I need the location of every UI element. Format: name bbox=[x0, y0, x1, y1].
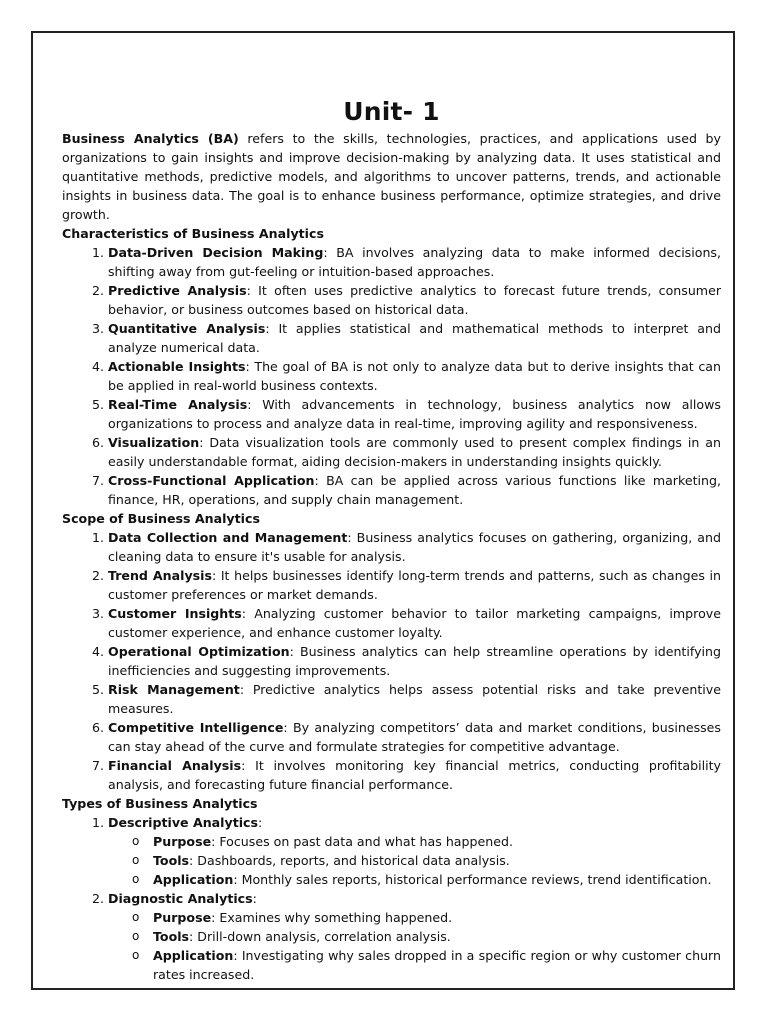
list-item bbox=[91, 433, 721, 471]
item-number: 4. bbox=[91, 359, 104, 374]
list-item bbox=[91, 357, 721, 395]
item-number: 5. bbox=[91, 397, 104, 412]
list-item bbox=[91, 813, 721, 889]
list-item bbox=[91, 471, 721, 509]
sub-item-text: : Focuses on past data and what has happened. bbox=[211, 834, 513, 849]
item-text: : It helps businesses identify long-term trends and patterns, such as changes in customer preferences or market demands. bbox=[108, 568, 721, 602]
sub-list bbox=[108, 908, 721, 984]
sub-list bbox=[108, 832, 721, 889]
item-term: Customer Insights bbox=[108, 606, 242, 621]
intro-paragraph bbox=[62, 129, 721, 224]
sub-list-item bbox=[132, 908, 721, 927]
list-item bbox=[91, 319, 721, 357]
bullet-icon: o bbox=[132, 853, 140, 867]
list-item bbox=[91, 718, 721, 756]
item-number: 3. bbox=[91, 321, 104, 336]
sub-item-term: Purpose bbox=[153, 910, 212, 925]
sub-item-text: : Monthly sales reports, historical performance reviews, trend identification. bbox=[233, 872, 712, 887]
list-item bbox=[91, 889, 721, 984]
document-content bbox=[62, 95, 721, 984]
bullet-icon: o bbox=[132, 929, 140, 943]
item-number: 6. bbox=[91, 720, 104, 735]
sub-list-item bbox=[132, 851, 721, 870]
item-text: : Business analytics can help streamline operations by identifying inefficiencies and suggesting improvements. bbox=[108, 644, 721, 678]
page-title: Unit- 1 bbox=[343, 97, 440, 126]
sub-list-item bbox=[132, 832, 721, 851]
scope-list bbox=[62, 528, 721, 794]
item-number: 5. bbox=[91, 682, 104, 697]
item-text: : Business analytics focuses on gathering, organizing, and cleaning data to ensure it's usable for analysis. bbox=[108, 530, 721, 564]
item-term: Trend Analysis bbox=[108, 568, 212, 583]
item-text: : Predictive analytics helps assess potential risks and take preventive measures. bbox=[108, 682, 721, 716]
types-list bbox=[62, 813, 721, 984]
item-term: Visualization bbox=[108, 435, 200, 450]
item-term: Data Collection and Management bbox=[108, 530, 348, 545]
item-number: 2. bbox=[91, 891, 104, 906]
item-number: 2. bbox=[91, 568, 104, 583]
sub-item-term: Tools bbox=[153, 929, 190, 944]
sub-list-item bbox=[132, 927, 721, 946]
item-term: Cross-Functional Application bbox=[108, 473, 315, 488]
list-item bbox=[91, 528, 721, 566]
item-number: 6. bbox=[91, 435, 104, 450]
bullet-icon: o bbox=[132, 910, 140, 924]
item-text: : It often uses predictive analytics to forecast future trends, consumer behavior, or business outcomes based on historical data. bbox=[108, 283, 722, 317]
list-item bbox=[91, 642, 721, 680]
item-term: Quantitative Analysis bbox=[108, 321, 266, 336]
list-item bbox=[91, 566, 721, 604]
sub-item-text: : Drill-down analysis, correlation analysis. bbox=[189, 929, 451, 944]
item-term: Actionable Insights bbox=[108, 359, 246, 374]
item-term: Diagnostic Analytics bbox=[108, 891, 253, 906]
list-item bbox=[91, 680, 721, 718]
sub-item-term: Application bbox=[153, 872, 234, 887]
item-text: : It involves monitoring key financial metrics, conducting profitability analysis, and forecasting future financial performance. bbox=[108, 758, 721, 792]
characteristics-list bbox=[62, 243, 721, 509]
item-text: : BA involves analyzing data to make informed decisions, shifting away from gut-feeling or intuition-based approaches. bbox=[108, 245, 721, 279]
intro-term: Business Analytics (BA) bbox=[62, 131, 239, 146]
sub-item-term: Purpose bbox=[153, 834, 212, 849]
item-text: : bbox=[252, 891, 257, 906]
bullet-icon: o bbox=[132, 834, 140, 848]
item-text: : By analyzing competitors’ data and market conditions, businesses can stay ahead of the curve and formulate strategies for competitive advantage. bbox=[108, 720, 721, 754]
item-number: 1. bbox=[91, 245, 104, 260]
list-item bbox=[91, 281, 722, 319]
list-item bbox=[91, 395, 721, 433]
bullet-icon: o bbox=[132, 948, 140, 962]
sub-item-term: Application bbox=[153, 948, 234, 963]
section-heading-characteristics: Characteristics of Business Analytics bbox=[62, 226, 324, 241]
item-text: : The goal of BA is not only to analyze data but to derive insights that can be applied in real-world business contexts. bbox=[108, 359, 721, 393]
intro-text: refers to the skills, technologies, practices, and applications used by organizations to gain insights and improve decision-making by analyzing data. It uses statistical and quantitative methods, predictive models, and algorithms to uncover patterns, trends, and actionable insights in business data. The goal is to enhance business performance, optimize strategies, and drive growth. bbox=[62, 131, 721, 222]
item-number: 1. bbox=[91, 530, 104, 545]
document-page bbox=[31, 31, 735, 990]
bullet-icon: o bbox=[132, 872, 140, 886]
item-term: Data-Driven Decision Making bbox=[108, 245, 324, 260]
item-text: : bbox=[258, 815, 263, 830]
item-number: 7. bbox=[91, 758, 104, 773]
list-item bbox=[91, 756, 721, 794]
section-heading-types: Types of Business Analytics bbox=[62, 796, 258, 811]
item-number: 3. bbox=[91, 606, 104, 621]
item-text: : BA can be applied across various functions like marketing, finance, HR, operations, and supply chain management. bbox=[108, 473, 721, 507]
item-term: Competitive Intelligence bbox=[108, 720, 284, 735]
list-item bbox=[91, 243, 721, 281]
item-term: Operational Optimization bbox=[108, 644, 290, 659]
section-heading-scope: Scope of Business Analytics bbox=[62, 511, 260, 526]
item-term: Predictive Analysis bbox=[108, 283, 247, 298]
item-number: 7. bbox=[91, 473, 104, 488]
item-term: Risk Management bbox=[108, 682, 240, 697]
item-term: Real-Time Analysis bbox=[108, 397, 248, 412]
item-text: : It applies statistical and mathematical methods to interpret and analyze numerical data. bbox=[108, 321, 721, 355]
sub-list-item bbox=[132, 870, 721, 889]
sub-item-text: : Examines why something happened. bbox=[211, 910, 453, 925]
sub-item-term: Tools bbox=[153, 853, 190, 868]
item-text: : Analyzing customer behavior to tailor marketing campaigns, improve customer experience, and enhance customer loyalty. bbox=[108, 606, 721, 640]
item-term: Financial Analysis bbox=[108, 758, 242, 773]
sub-item-text: : Dashboards, reports, and historical data analysis. bbox=[189, 853, 510, 868]
list-item bbox=[91, 604, 721, 642]
item-number: 4. bbox=[91, 644, 104, 659]
sub-list-item bbox=[132, 946, 721, 984]
item-text: : Data visualization tools are commonly used to present complex findings in an easily understandable format, aiding decision-makers in understanding insights quickly. bbox=[108, 435, 721, 469]
item-number: 2. bbox=[91, 283, 104, 298]
item-text: : With advancements in technology, business analytics now allows organizations to process and analyze data in real-time, improving agility and responsiveness. bbox=[108, 397, 721, 431]
item-term: Descriptive Analytics bbox=[108, 815, 259, 830]
item-number: 1. bbox=[91, 815, 104, 830]
sub-item-text: : Investigating why sales dropped in a specific region or why customer churn rates increased. bbox=[153, 948, 721, 982]
